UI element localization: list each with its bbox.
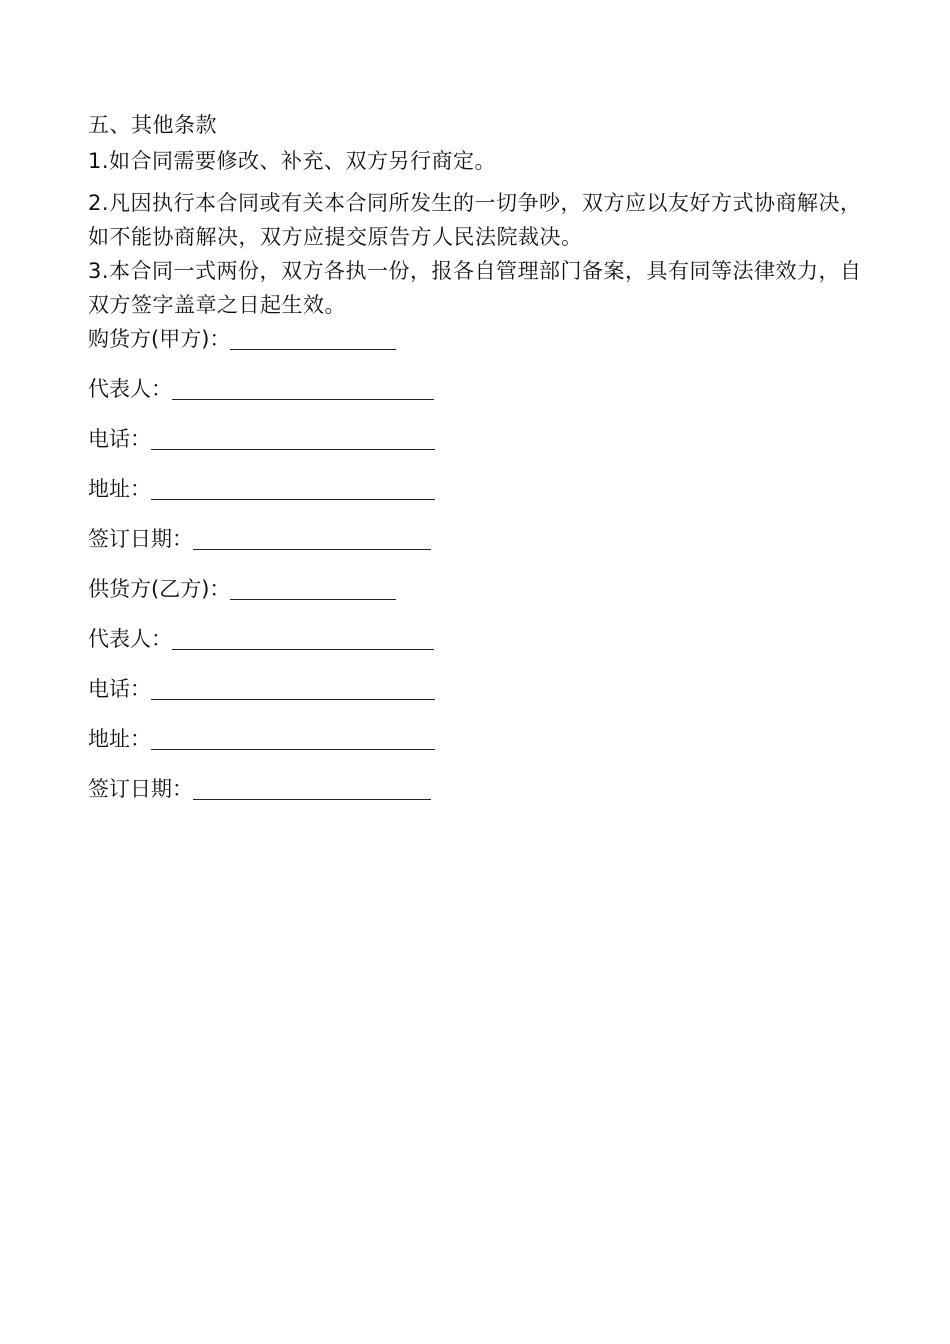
buyer-date-blank[interactable] <box>193 525 431 550</box>
buyer-party-blank[interactable] <box>230 325 396 350</box>
buyer-phone-label: 电话： <box>88 427 151 451</box>
buyer-signature-block <box>88 322 868 556</box>
seller-signature-block <box>88 572 868 806</box>
buyer-address-field <box>88 472 868 506</box>
buyer-phone-field <box>88 422 868 456</box>
clause-3: 3.本合同一式两份，双方各执一份，报各自管理部门备案，具有同等法律效力，自双方签字盖章之日起生效。 <box>88 259 862 317</box>
seller-party-field <box>88 572 868 606</box>
buyer-address-blank[interactable] <box>151 475 435 500</box>
buyer-rep-label: 代表人： <box>88 377 172 401</box>
seller-phone-field <box>88 672 868 706</box>
seller-rep-field <box>88 622 868 656</box>
clause-2: 2.凡因执行本合同或有关本合同所发生的一切争吵，双方应以友好方式协商解决，如不能协商解决，双方应提交原告方人民法院裁决。 <box>88 191 862 249</box>
buyer-phone-blank[interactable] <box>151 425 435 450</box>
seller-date-label: 签订日期： <box>88 777 193 801</box>
contract-content <box>88 108 868 822</box>
buyer-date-field <box>88 522 868 556</box>
buyer-rep-blank[interactable] <box>172 375 434 400</box>
seller-party-label: 供货方(乙方)： <box>88 577 231 601</box>
clause-1: 1.如合同需要修改、补充、双方另行商定。 <box>88 149 497 173</box>
seller-address-field <box>88 722 868 756</box>
seller-phone-blank[interactable] <box>151 675 435 700</box>
seller-rep-label: 代表人： <box>88 627 172 651</box>
seller-party-blank[interactable] <box>230 575 396 600</box>
seller-phone-label: 电话： <box>88 677 151 701</box>
section-heading: 五、其他条款 <box>88 113 217 137</box>
buyer-address-label: 地址： <box>88 477 151 501</box>
seller-rep-blank[interactable] <box>172 625 434 650</box>
seller-date-field <box>88 772 868 806</box>
buyer-date-label: 签订日期： <box>88 527 193 551</box>
buyer-rep-field <box>88 372 868 406</box>
seller-date-blank[interactable] <box>193 775 431 800</box>
buyer-party-label: 购货方(甲方)： <box>88 327 231 351</box>
buyer-party-field <box>88 322 868 356</box>
seller-address-blank[interactable] <box>151 725 435 750</box>
seller-address-label: 地址： <box>88 727 151 751</box>
